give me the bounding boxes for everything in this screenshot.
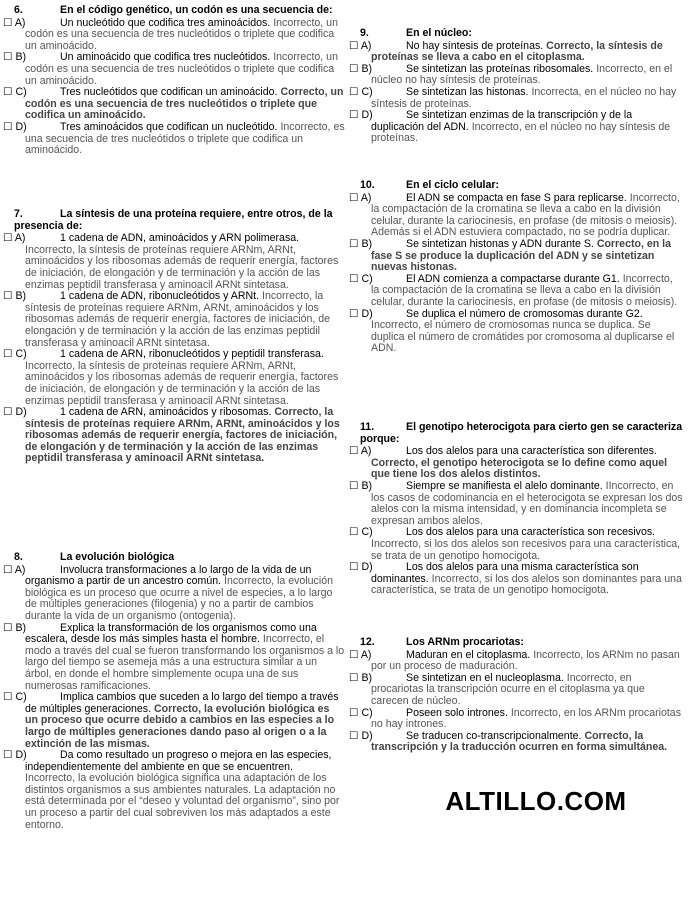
answer-option[interactable] xyxy=(349,237,683,274)
question-9 xyxy=(349,27,683,145)
option-answer: Tres nucleótidos que codifican un aminoácido. xyxy=(60,86,278,99)
question-text: La evolución biológica xyxy=(60,551,175,563)
option-answer: Se sintetizan las proteínas ribosomales. xyxy=(406,62,594,75)
option-checkbox-label[interactable]: ☐ C) xyxy=(349,706,373,719)
option-checkbox-label[interactable]: ☐ D) xyxy=(349,109,373,122)
option-answer: Tres aminoácidos que codifican un nucleótido. xyxy=(60,120,278,133)
answer-option[interactable] xyxy=(349,272,683,309)
option-answer: Maduran en el citoplasma. xyxy=(406,648,531,661)
feedback-correct: Correcto, la síntesis de proteínas requiere ARNm, ARNt, aminoácidos y los ribosomas además de requerir energía, factores de iniciación, de elongación y de terminación y la acción de las enzimas peptidil transferasa y aminoacil ARNt sintetasa. xyxy=(25,406,340,465)
option-checkbox-label[interactable]: ☐ C) xyxy=(349,526,373,539)
option-checkbox-label[interactable]: ☐ D) xyxy=(349,307,373,320)
answer-option[interactable] xyxy=(349,307,683,355)
answer-option[interactable] xyxy=(349,706,683,731)
feedback-correct: Correcto, un codón es una secuencia de tres nucleótidos o triplete que codifica un aminoácido. xyxy=(25,86,344,122)
option-checkbox-label[interactable]: ☐ B) xyxy=(3,290,27,303)
question-number: 9. xyxy=(360,27,369,39)
answer-option[interactable] xyxy=(3,51,345,87)
option-checkbox-label[interactable]: ☐ B) xyxy=(349,237,373,250)
feedback-correct: Correcto, en la fase S se produce la duplicación del ADN y se sintetizan nuevas histonas. xyxy=(371,237,671,274)
answer-option[interactable] xyxy=(349,648,683,673)
feedback-incorrect: Incorrecto, en el núcleo no hay síntesis de proteínas. xyxy=(371,120,671,145)
option-answer: 1 cadena de ADN, ribonucleótidos y ARNt. xyxy=(60,290,260,303)
answer-option[interactable] xyxy=(3,290,345,349)
feedback-incorrect: Incorrecta, en el núcleo no hay síntesis de proteínas. xyxy=(371,85,677,110)
answer-option[interactable] xyxy=(349,62,683,87)
question-text: En el núcleo: xyxy=(406,27,472,39)
feedback-incorrect: IIncorrecto, en los casos de codominancia en el heterocigota se expresan los dos alelos con la misma intensidad, y en dominancia incompleta se expresan ambos alelos. xyxy=(371,479,683,527)
answer-option[interactable] xyxy=(349,109,683,145)
option-checkbox-label[interactable]: ☐ A) xyxy=(349,445,372,458)
option-answer: Se sintetizan las histonas. xyxy=(406,85,529,98)
option-checkbox-label[interactable]: ☐ A) xyxy=(349,191,372,204)
question-number: 6. xyxy=(14,4,23,16)
option-checkbox-label[interactable]: ☐ C) xyxy=(3,348,27,361)
question-7 xyxy=(3,208,345,465)
option-answer: Un nucleótido que codifica tres aminoácidos. xyxy=(60,16,271,29)
answer-option[interactable] xyxy=(3,232,345,291)
answer-option[interactable] xyxy=(349,729,683,754)
question-number: 12. xyxy=(360,636,375,648)
option-answer: Da como resultado un progreso o mejora en las especies, independientemente del ambiente en que se encuentren. xyxy=(25,749,332,773)
option-answer: Los dos alelos para una característica son diferentes. xyxy=(406,445,657,458)
question-number: 8. xyxy=(14,551,23,563)
option-checkbox-label[interactable]: ☐ B) xyxy=(349,479,373,492)
option-checkbox-label[interactable]: ☐ A) xyxy=(349,39,372,52)
option-answer: 1 cadena de ADN, aminoácidos y ARN polimerasa. xyxy=(60,232,300,245)
feedback-incorrect: Incorrecto, si los dos alelos son recesivos para una característica, se trata de un genotipo homocigota. xyxy=(371,537,681,562)
option-answer: Involucra transformaciones a lo largo de la vida de un organismo a partir de un ancestro común. xyxy=(25,563,312,588)
feedback-incorrect: Incorrecto, la síntesis de proteínas requiere ARNm, ARNt, aminoácidos y los ribosomas además de requerir energía, factores de iniciación, de elongación y de terminación y la acción de las enzimas peptidil transferasa y aminoacil ARNt sintetasa. xyxy=(25,290,331,349)
question-number: 11. xyxy=(360,421,375,433)
option-answer: El ADN comienza a compactarse durante G1. xyxy=(406,272,620,285)
feedback-incorrect: Incorrecto, en los ARNm procariotas no hay intrones. xyxy=(371,706,682,731)
feedback-incorrect: Incorrecto, el modo a través del cual se fueron transformando los organismos a lo largo del tiempo se asemeja más a una estructura similar a un árbol, en donde el hombre simplemente ocupa una de sus numerosas ramificaciones. xyxy=(25,633,345,692)
option-checkbox-label[interactable]: ☐ C) xyxy=(349,272,373,285)
option-checkbox-label[interactable]: ☐ D) xyxy=(3,406,27,419)
answer-option[interactable] xyxy=(349,479,683,527)
option-checkbox-label[interactable]: ☐ C) xyxy=(3,691,27,704)
feedback-correct: Correcto, la evolución biológica es un proceso que ocurre debido a cambios en las especies a lo largo de múltiples generaciones dando paso al origen o a la extinción de las mismas. xyxy=(25,702,335,750)
answer-option[interactable] xyxy=(349,39,683,64)
question-number: 10. xyxy=(360,179,375,191)
option-checkbox-label[interactable]: ☐ B) xyxy=(3,51,27,64)
option-answer: Implica cambios que suceden a lo largo del tiempo a través de múltiples generaciones. xyxy=(25,691,339,715)
option-answer: Un aminoácido que codifica tres nucleótidos. xyxy=(60,51,271,64)
question-number: 7. xyxy=(14,208,23,220)
feedback-incorrect: Incorrecto, la evolución biológica es un proceso que ocurre a nivel de especies, a lo largo de múltiples generaciones (filogenia) y no a partir de cambios durante la vida de un organismo (ontogenia). xyxy=(25,575,333,622)
question-title xyxy=(14,209,345,232)
answer-option[interactable] xyxy=(3,621,345,693)
option-checkbox-label[interactable]: ☐ B) xyxy=(349,671,373,684)
option-checkbox-label[interactable]: ☐ C) xyxy=(349,85,373,98)
answer-option[interactable] xyxy=(3,348,345,407)
feedback-incorrect: Incorrecto, si los dos alelos son dominantes para una característica, se trata de un genotipo homocigota. xyxy=(371,572,682,597)
option-answer: Se traducen co-transcripcionalmente. xyxy=(406,729,582,742)
answer-option[interactable] xyxy=(3,120,345,157)
feedback-incorrect: Incorrecto, en el núcleo no hay síntesis de proteínas. xyxy=(371,62,673,87)
option-answer: Se sintetizan enzimas de la transcripción y de la duplicación del ADN. xyxy=(371,109,633,133)
question-title xyxy=(360,637,683,649)
option-checkbox-label[interactable]: ☐ D) xyxy=(349,729,373,742)
answer-option[interactable] xyxy=(349,671,683,708)
question-text: El genotipo heterocigota para cierto gen se caracteriza porque: xyxy=(360,421,683,445)
answer-option[interactable] xyxy=(3,749,345,831)
option-answer: Poseen solo intrones. xyxy=(406,706,508,719)
question-6 xyxy=(3,4,345,157)
question-12 xyxy=(349,636,683,754)
answer-option[interactable] xyxy=(3,691,345,750)
option-checkbox-label[interactable]: ☐ B) xyxy=(3,621,27,634)
option-checkbox-label[interactable]: ☐ A) xyxy=(3,16,26,29)
answer-option[interactable] xyxy=(3,563,345,623)
option-checkbox-label[interactable]: ☐ D) xyxy=(3,120,27,133)
answer-option[interactable] xyxy=(349,561,683,597)
option-checkbox-label[interactable]: ☐ B) xyxy=(349,62,373,75)
option-answer: El ADN se compacta en fase S para replicarse. xyxy=(406,191,627,204)
answer-option[interactable] xyxy=(3,406,345,465)
feedback-incorrect: Incorrecto, la síntesis de proteínas requiere ARNm, ARNt, aminoácidos y los ribosomas además de requerir energía, factores de iniciación, de elongación y de terminación y la acción de las enzimas peptidil transferasa y aminoacil ARNt sintetasa. xyxy=(25,359,339,407)
feedback-incorrect: Incorrecto, los ARNm no pasan por un proceso de maduración. xyxy=(371,648,680,673)
option-checkbox-label[interactable]: ☐ D) xyxy=(3,749,27,762)
feedback-incorrect: Incorrecto, un codón es una secuencia de tres nucleótidos o triplete que codifica un aminoácido. xyxy=(25,16,338,52)
feedback-correct: Correcto, el genotipo heterocigota se lo define como aquel que tiene los dos alelos distintos. xyxy=(371,456,668,481)
question-11 xyxy=(349,421,683,597)
answer-option[interactable] xyxy=(349,85,683,110)
option-answer: No hay síntesis de proteínas. xyxy=(406,39,544,52)
option-checkbox-label[interactable]: ☐ D) xyxy=(349,561,373,574)
site-logo: ALTILLO.COM xyxy=(445,786,627,816)
option-answer: Se sintetizan en el nucleoplasma. xyxy=(406,671,564,684)
answer-option[interactable] xyxy=(349,526,683,562)
question-title xyxy=(360,422,683,445)
question-text: La síntesis de una proteína requiere, entre otros, de la presencia de: xyxy=(14,208,333,232)
answer-option[interactable] xyxy=(349,445,683,481)
feedback-incorrect: Incorrecto, la síntesis de proteínas requiere ARNm, ARNt, aminoácidos y los ribosomas además de requerir energía, factores de iniciación, de elongación y de terminación y la acción de las enzimas peptidil transferasa y aminoacil ARNt sintetasa. xyxy=(25,243,339,291)
question-title xyxy=(360,28,683,40)
feedback-incorrect: Incorrecto, el número de cromosomas nunca se duplica. Se duplica el número de cromátides por cromosoma al duplicarse el ADN. xyxy=(371,319,675,355)
feedback-incorrect: Incorrecto, en procariotas la transcripción ocurre en el citoplasma ya que carecen de núcleo. xyxy=(371,671,645,707)
feedback-incorrect: Incorrecto, la compactación de la cromatina se lleva a cabo en la división celular, durante la cariocinesis, en profase (de mitosis o meiosis). Además si el ADN estuviera compactado, no se podría duplicar. xyxy=(371,191,680,239)
option-answer: 1 cadena de ARN, ribonucleótidos y peptidil transferasa. xyxy=(60,348,324,361)
question-title xyxy=(14,552,345,564)
question-text: En el ciclo celular: xyxy=(406,179,500,191)
feedback-incorrect: Incorrecto, la evolución biológica significa una adaptación de los distintos organismos a sus ambientes naturales. La adaptación no está determinada por el “deseo y voluntad del organismo”, sino por un proceso a partir del cual sobreviven los más adaptados a este entorno. xyxy=(25,772,340,831)
feedback-correct: Correcto, la transcripción y la traducción ocurren en forma simultánea. xyxy=(371,729,668,754)
option-answer: Siempre se manifiesta el alelo dominante. xyxy=(406,479,603,492)
option-answer: Los dos alelos para una misma característica son dominantes. xyxy=(371,561,639,585)
feedback-incorrect: Incorrecto, un codón es una secuencia de tres nucleótidos o triplete que codifica un aminoácido. xyxy=(25,51,338,87)
answer-option[interactable] xyxy=(3,86,345,122)
question-title xyxy=(14,5,345,17)
option-checkbox-label[interactable]: ☐ C) xyxy=(3,86,27,99)
option-answer: Explica la transformación de los organismos como una escalera, desde los más simples hasta el hombre. xyxy=(25,621,317,646)
option-checkbox-label[interactable]: ☐ A) xyxy=(3,563,26,576)
question-10 xyxy=(349,179,683,355)
option-answer: 1 cadena de ARN, aminoácidos y ribosomas. xyxy=(60,406,272,419)
question-title xyxy=(360,180,683,192)
answer-option[interactable] xyxy=(3,16,345,53)
feedback-incorrect: Incorrecto, la compactación de la cromatina se lleva a cabo en la división celular, durante la cariocinesis, en profase (de mitosis o meiosis). xyxy=(371,272,678,308)
feedback-incorrect: Incorrecto, es una secuencia de tres nucleótidos o triplete que codifica un aminoácido. xyxy=(25,120,345,157)
question-8 xyxy=(3,551,345,831)
feedback-correct: Correcto, la síntesis de proteínas se lleva a cabo en el citoplasma. xyxy=(371,39,663,64)
option-checkbox-label[interactable]: ☐ A) xyxy=(3,232,26,245)
option-answer: Se sintetizan histonas y ADN durante S. xyxy=(406,237,594,250)
option-answer: Se duplica el número de cromosomas durante G2. xyxy=(406,307,643,320)
question-text: En el código genético, un codón es una secuencia de: xyxy=(60,4,333,16)
option-answer: Los dos alelos para una característica son recesivos. xyxy=(406,526,656,539)
option-checkbox-label[interactable]: ☐ A) xyxy=(349,648,372,661)
answer-option[interactable] xyxy=(349,191,683,239)
question-text: Los ARNm procariotas: xyxy=(406,636,524,648)
